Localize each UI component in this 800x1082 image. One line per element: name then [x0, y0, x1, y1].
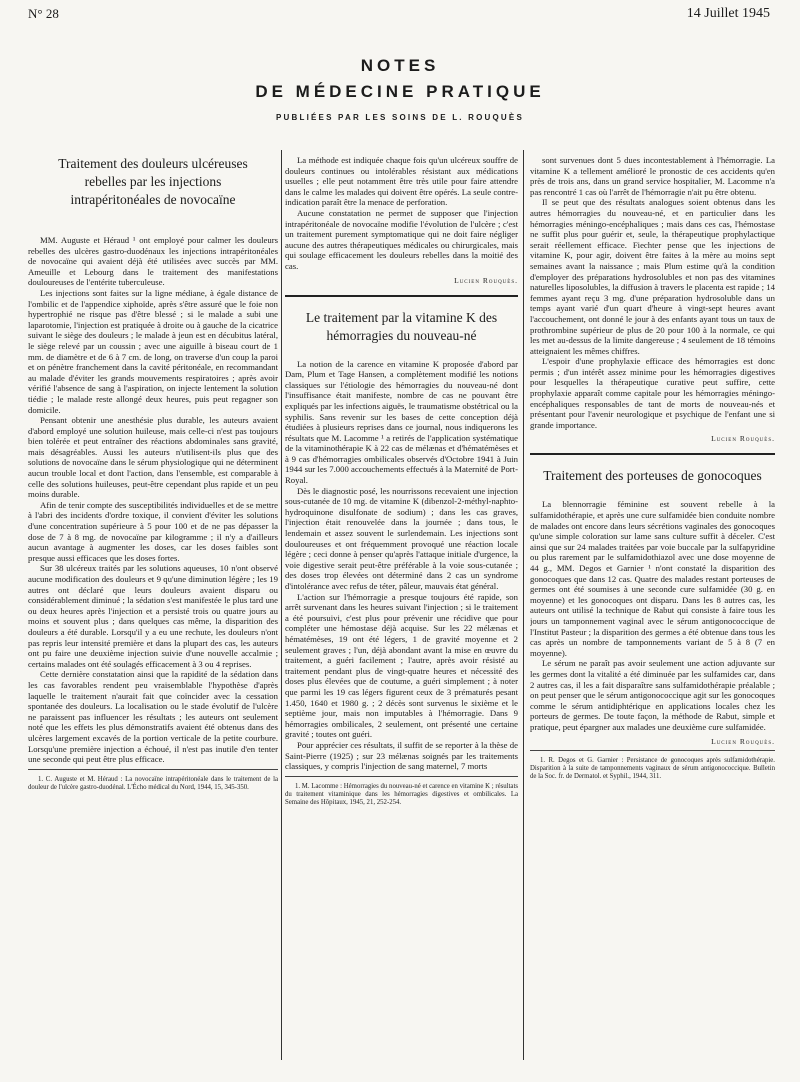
paragraph: MM. Auguste et Héraud ¹ ont employé pour calmer les douleurs rebelles des ulcères gastro-duodénaux les injections intrapéritonéales de novocaïne qui avaient déjà été utilisées avec succès par MM. Ameuille et Lebourg dans le traitement des manifestations douloureuses de l'entérite tuberculeuse.: [28, 235, 278, 288]
article-body-vitamine-k-continued: [530, 155, 775, 430]
article-body-douleurs: [28, 235, 278, 765]
footnote-text: 1. C. Auguste et M. Héraud : La novocaïne intrapéritonéale dans le traitement de la douleur de l'ulcère gastro-duodénal. L'Écho médical du Nord, 1944, 15, 345-350.: [28, 775, 278, 791]
paragraph: L'action sur l'hémorragie a presque toujours été rapide, son arrêt survenant dans les heures suivant l'injection ; si le traitement a été poursuivi, c'est plus pour prévenir une récidive que pour compléter une hémostase déjà acquise. Sur les 22 mélænas et hématémèses, 19 ont été légers, 1 de gravité moyenne et 2 seulement graves ; l'un, déjà abondant avant la mise en œuvre du traitement, a guéri facilement ; l'autre, après avoir résisté au traitement pendant plus de vingt-quatre heures et nécessité des doses plus élevées que de coutume, a guéri simplement ; à noter que parmi les 19 cas légers figurent ceux de 3 prématurés pesant 1.450, 1640 et 1980 g. ; 2 décès sont survenus le sixième et le septième jour, mais non imputables à l'hémorragie. Dans 9 hémorragies ombilicales, 2 seulement, ont présenté une certaine gravité ; toutes ont guéri.: [285, 591, 518, 740]
column-rule: [523, 150, 524, 1060]
footnote-rule: [530, 750, 775, 751]
issue-number: N° 28: [28, 6, 59, 21]
article-title-vitamine-k: Le traitement par la vitamine K des hémorragies du nouveau-né: [305, 309, 498, 343]
issue-date: 14 Juillet 1945: [686, 6, 770, 21]
footnote-douleurs: [28, 776, 278, 792]
journal-title-line1: NOTES: [360, 56, 440, 75]
journal-subtitle: PUBLIÉES PAR LES SOINS DE L. ROUQUÈS: [276, 113, 524, 122]
paragraph: sont survenues dont 5 dues incontestablement à l'hémorragie. La vitamine K a tellement amélioré le pronostic de ces accidents qu'en près de trois ans, dans un grand service hospitalier, M. Lacomme n'a pas rencontré 1 cas où l'arrêt de l'hémorragie n'ait pu être obtenu.: [530, 155, 775, 197]
signature: Lucien Rouquès.: [711, 434, 775, 444]
paragraph: Pensant obtenir une anesthésie plus durable, les auteurs avaient d'abord employé une solution huileuse, mais celle-ci n'est pas toujours bien tolérée et peut entraîner des réactions abdominales sans gravité, mais désagréables. Aussi les auteurs n'utilisent-ils plus que des solutions de novocaïne dans le sérum physiologique qui ne déterminent aucun trouble local et dont l'action, dans l'ensemble, est comparable à celle des solutions huileuses, peut-être cependant plus rapide et un peu moins durable.: [28, 415, 278, 500]
paragraph: Pour apprécier ces résultats, il suffit de se reporter à la thèse de Saint-Pierre (1925) ; sur 23 mélænas soignés par les traitements classiques, y compris l'injection de sang maternel, 7 morts: [285, 739, 518, 772]
paragraph: La méthode est indiquée chaque fois qu'un ulcéreux souffre de douleurs continues ou intolérables résistant aux médications usuelles ; elle peut notamment être très utile pour faire attendre dans le calme les malades qui doivent être opérés. La seule contre-indication paraît être la menace de perforation.: [285, 155, 518, 208]
paragraph: Les injections sont faites sur la ligne médiane, à égale distance de l'ombilic et de l'appendice xiphoïde, après s'être assuré que le foie non hypertrophié ne risque pas d'être blessé ; si le malade a subi une laparotomie, l'injection est pratiquée à droite ou à gauche de la cicatrice suivant le siège des douleurs ; le malade à jeun est en décubitus latéral, le siège relevé par un coussin ; avec une aiguille à biseau court de 1 mm. de diamètre et de 6 à 7 cm. de long, on traverse d'un coup la paroi et on pénètre franchement dans la cavité péritonéale, en recommandant au malade d'éviter les grands mouvements respiratoires ; après avoir vérifié l'absence de sang à l'aspiration, on injecte lentement la solution tiédie ; le malade reste allongé deux heures, puis peut regagner son domicile.: [28, 287, 278, 415]
article-body-gonocoques: [530, 499, 775, 732]
paragraph: L'espoir d'une prophylaxie efficace des hémorragies est donc permis ; d'un intérêt assez minime pour les hémorragies digestives pour lesquelles la thérapeutique curative peut suffire, cette prophylaxie apparaît comme capitale pour les hémorragies méningo-encéphaliques responsables de tant de morts de nouveau-nés et présentant pour l'avenir neurologique et psychique de l'enfant une si grande importance.: [530, 356, 775, 430]
footnote-rule: [285, 776, 518, 777]
paragraph: Afin de tenir compte des susceptibilités individuelles et de se mettre à l'abri des incidents d'ordre toxique, il convient d'éviter les solutions d'une concentration supérieure à 5 pour 100 et de ne pas dépasser la dose de 7 à 8 mg. de novocaïne par kilogramme ; il n'y a d'ailleurs aucun avantage à augmenter les doses, car les doses faibles sont presque aussi efficaces que les doses fortes.: [28, 499, 278, 563]
paragraph: Il se peut que des résultats analogues soient obtenus dans les autres hémorragies du nouveau-né, et en particulier dans les hémorragies méningo-encéphaliques ; mais dans ces cas, l'hémostase ne suffit plus pour guérir et, seule, la thérapeutique prophylactique serait réellement efficace. Fiechter pense que les injections de vitamine K, pour agir, doivent être faites à la mère au moins sept semaines avant la naissance ; mais Plum estime qu'à la condition d'employer des préparations hydrosolubles et non pas des vitamines naturelles liposolubles, la diffusion à travers le placenta est rapide ; 14 femmes ayant reçu 3 mg. d'une préparation hydrosoluble dans un temps ayant varié d'un quart d'heure à vingt-sept heures avant l'accouchement, ont donné le jour à des enfants ayant tous un taux de prothrombine supérieur de plus de 20 pour 100 à la normale, ce qui les met au-dessus de la limite dangereuse ; 4 seulement de 18 témoins atteignaient les mêmes chiffres.: [530, 197, 775, 356]
column-3: [530, 155, 775, 1035]
article-title-douleurs: Traitement des douleurs ulcéreuses rebelles par les injections intrapéritonéales de novocaïne: [58, 156, 248, 207]
paragraph: Dès le diagnostic posé, les nourrissons recevaient une injection sous-cutanée de 10 mg. de vitamine K (dibenzol-2-méthyl-naphto-hydroquinone disulfonate de sodium) ; dans les cas graves, l'injection était renouvelée dans la journée ; dans tous, le lendemain et assez souvent le surlendemain. Les injections sont douloureuses et ont fréquemment provoqué une réaction locale légère ; ceci donne à penser qu'après l'attaque initiale d'urgence, la voie digestive serait peut-être préférable à la voie sous-cutanée ; des doses trop élevées ont déterminé dans 2 cas un syndrome d'intolérance avec refus de téter, pâleur, mauvais état général.: [285, 485, 518, 591]
signature: Lucien Rouquès.: [454, 275, 518, 285]
paragraph: La blennorragie féminine est souvent rebelle à la sulfamidothérapie, et après une cure sulfamidée bien conduite nombre de malades ont encore dans leurs sécrétions vaginales des gonocoques qu'une simple coloration sur lame sans culture suffit à déceler. C'est ainsi que sur 24 malades traitées par voie buccale par la sulfapyridine ou plus rarement par le sulfamidothiazol avec une dose moyenne de 44 g., MM. Degos et Garnier ¹ n'ont constaté la disparition des gonocoques que dans 12 cas. Quatre des malades restant porteuses de germes ont été soumises à une seconde cure sulfamidée (30 g. en moyenne) et les gonocoques ont disparu. Dans les 8 autres cas, les auteurs ont utilisé la technique de Rabut qui consiste à faire tous les jours un tamponnement vaginal avec le sérum antigonococcique de l'Institut Pasteur ; la disparition des germes a été obtenue dans tous les cas après un nombre de tamponnements variant de 5 à 8 (7 en moyenne).: [530, 499, 775, 658]
signature: Lucien Rouquès.: [711, 736, 775, 746]
article-separator: [530, 453, 775, 455]
column-1: [28, 155, 278, 1035]
paragraph: Aucune constatation ne permet de supposer que l'injection intrapéritonéale de novocaïne modifie l'évolution de l'ulcère ; c'est un traitement purement symptomatique qui ne doit faire négliger aucune des autres thérapeutiques médicales ou chirurgicales, mais qui soulage efficacement les douleurs rebelles dans la moitié des cas.: [285, 207, 518, 271]
footnote-rule: [28, 769, 278, 770]
column-2: [285, 155, 518, 1035]
footnote-text: 1. M. Lacomme : Hémorragies du nouveau-né et carence en vitamine K ; résultats du traitement vitaminique dans les hémorragies digestives et ombilicales. La Semaine des Hôpitaux, 1945, 21, 252-254.: [285, 782, 518, 806]
paragraph: La notion de la carence en vitamine K proposée d'abord par Dam, Plum et Tage Hansen, a complètement modifié les notions classiques sur l'étiologie des hémorragies du nouveau-né dont l'insuffisance était manifeste, nombre de cas ne pouvant être expliqués par les infections aiguës, le traumatisme obstétrical ou la syphilis. Sans revenir sur les bases de cette conception déjà étudiées à plusieurs reprises dans ce journal, nous indiquerons les résultats que M. Lacomme ¹ a retirés de l'application systématique de la vitaminothérapie K à 22 cas de mélænas et d'hématémèses et à 9 cas d'hémorragies ombilicales observés d'Octobre 1941 à Juin 1944 sur les 7.000 accouchements effectués à la Maternité de Port-Royal.: [285, 358, 518, 486]
article-title-gonocoques: Traitement des porteuses de gonocoques: [543, 468, 762, 484]
article-separator: [285, 295, 518, 297]
footnote-text: 1. R. Degos et G. Garnier : Persistance de gonocoques après sulfamidothérapie. Disparition à la suite de tamponnements vaginaux de sérum antigonococcique. Bulletin de la Soc. fr. de Dermatol. et Syphil., 1944, 311.: [530, 756, 775, 780]
footnote-gonocoques: [530, 757, 775, 781]
paragraph: Cette dernière constatation ainsi que la rapidité de la sédation dans les cas favorables rendent peu vraisemblable l'hypothèse d'après laquelle le traitement n'aurait fait que coïncider avec la cessation spontanée des douleurs. La localisation ou le stade évolutif de l'ulcère ne paraissent pas influencer les résultats ; les auteurs ont seulement noté que les effets les plus démonstratifs avaient été obtenus dans des ulcères largement excavés de la portion verticale de la petite courbure. Lorsqu'une première injection a échoué, il n'est pas inutile d'en tenter une seconde qui peut être plus efficace.: [28, 669, 278, 765]
column-rule: [281, 150, 282, 1060]
footnote-vitamine-k: [285, 783, 518, 807]
paragraph: Le sérum ne paraît pas avoir seulement une action adjuvante sur les germes dont la vitalité a été diminuée par les sulfamides car, dans 2 autres cas, il les a fait disparaître sans sulfamidothérapie préalable ; on peut penser que le sérum antigonococcique agit sur les gonocoques comme le sérum antidiphtérique en applications locales chez les porteurs de germes. De toute façon, la méthode de Rabut, simple et pratique, peut épargner aux malades une deuxième cure sulfamidée.: [530, 658, 775, 732]
journal-title-line2: DE MÉDECINE PRATIQUE: [255, 82, 545, 101]
article-body-douleurs-continued: [285, 155, 518, 272]
paragraph: Sur 38 ulcéreux traités par les solutions aqueuses, 10 n'ont observé aucune modification des douleurs et 9 qu'une diminution légère ; les 19 autres ont déclaré que leurs douleurs avaient disparu ou considérablement diminué ; la sédation s'est manifestée le plus tard une ou deux heures après l'injection et a persisté trois ou quatre jours au moins et souvent plus ; dans quelques cas même, la disparition des douleurs a été durable. Lorsqu'il y a eu une rechute, les douleurs n'ont pas repris leur intensité première et dans la plupart des cas, les auteurs ont pu faire une deuxième injection suivie d'une nouvelle accalmie ; certains malades ont été soulagés efficacement à 3 ou 4 reprises.: [28, 563, 278, 669]
article-body-vitamine-k: [285, 359, 518, 772]
